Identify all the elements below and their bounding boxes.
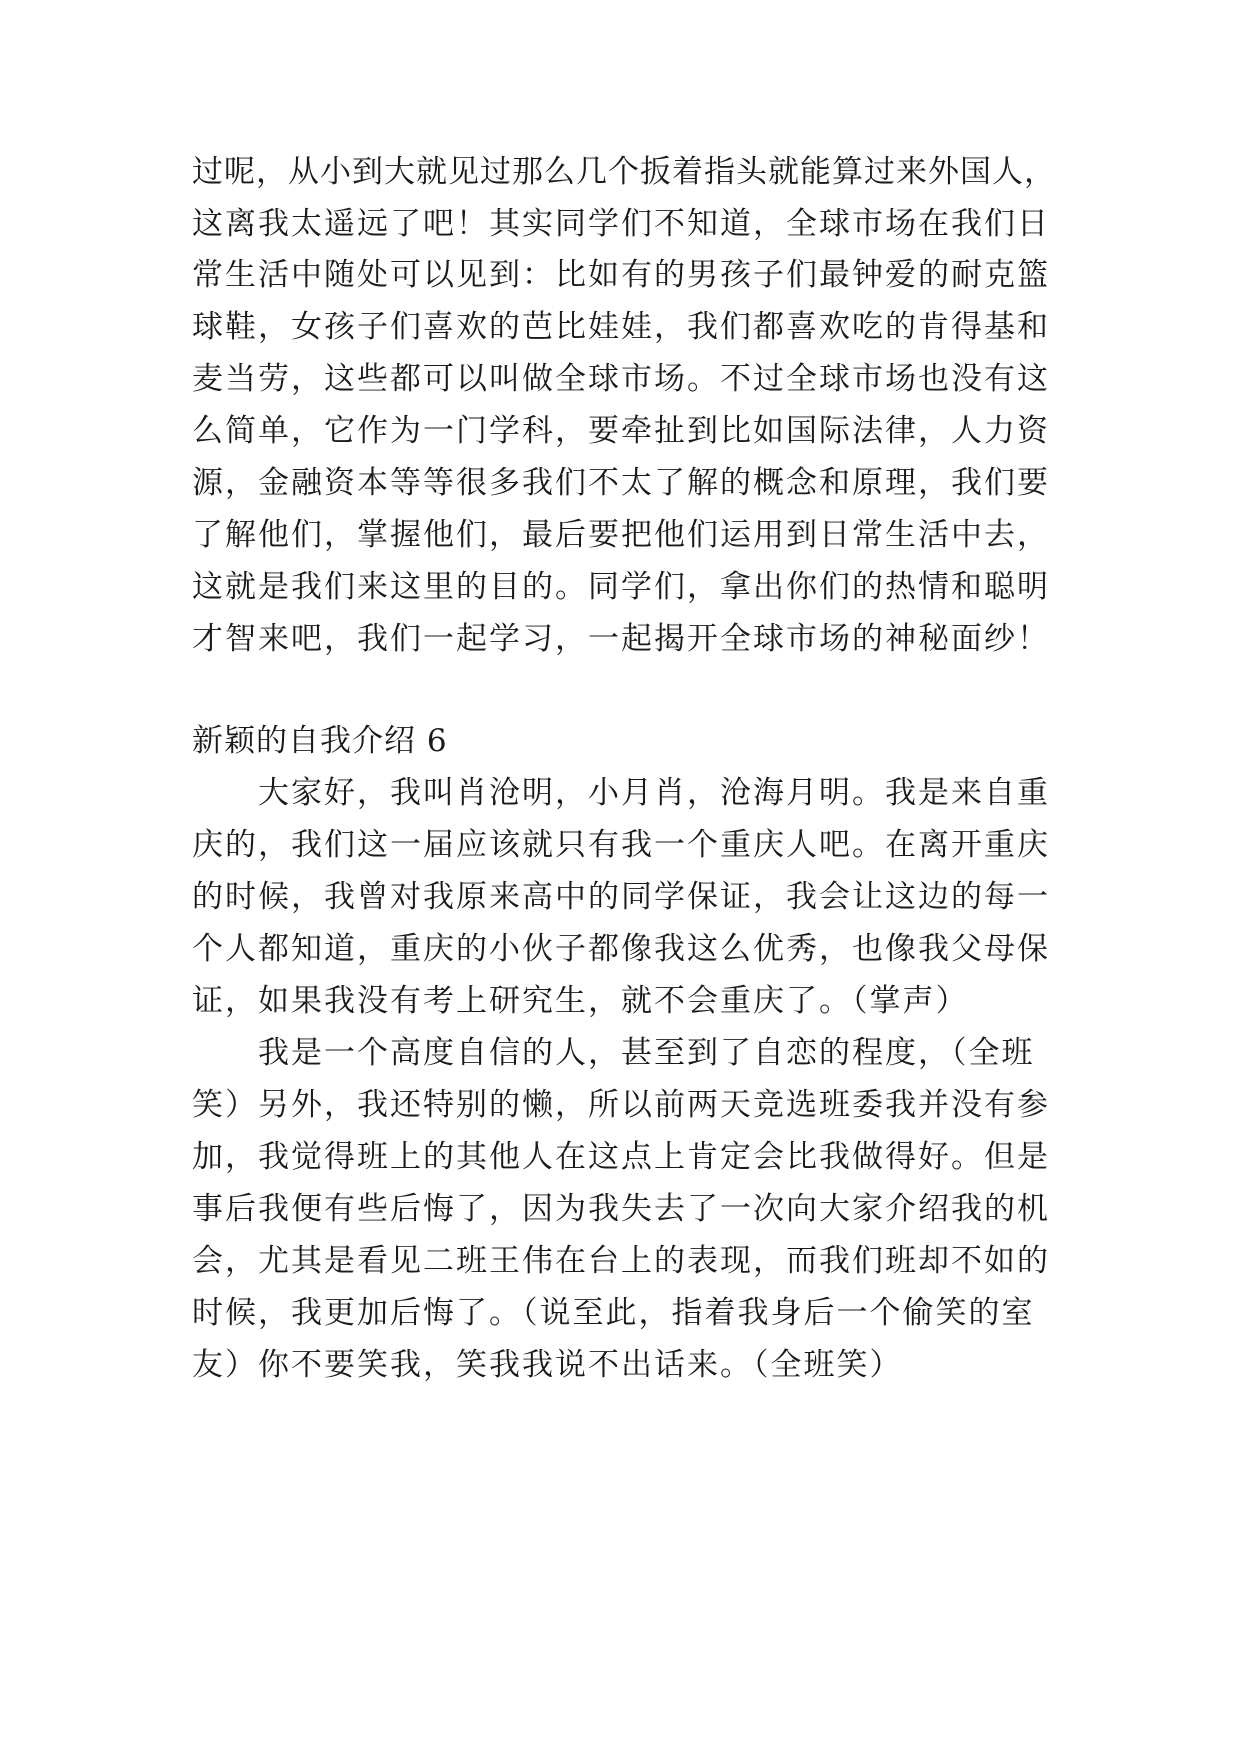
paragraph-line: 了解他们，掌握他们，最后要把他们运用到日常生活中去，	[192, 517, 1050, 553]
paragraph-line: 时候，我更加后悔了。（说至此，指着我身后一个偷笑的室	[192, 1295, 1035, 1331]
paragraph-line: 常生活中随处可以见到：比如有的男孩子们最钟爱的耐克篮	[192, 257, 1050, 293]
paragraph-line: 个人都知道，重庆的小伙子都像我这么优秀，也像我父母保	[192, 931, 1050, 967]
paragraph-line: 才智来吧，我们一起学习，一起揭开全球市场的神秘面纱！	[192, 621, 1050, 657]
section-title: 新颖的自我介绍 6	[192, 723, 448, 759]
paragraph-line: 会，尤其是看见二班王伟在台上的表现，而我们班却不如的	[192, 1243, 1050, 1279]
paragraph-line: 么简单，它作为一门学科，要牵扯到比如国际法律，人力资	[192, 413, 1050, 449]
paragraph-line: 过呢，从小到大就见过那么几个扳着指头就能算过来外国人，	[192, 154, 1056, 190]
paragraph-line: 大家好，我叫肖沧明，小月肖，沧海月明。我是来自重	[192, 775, 1050, 811]
paragraph-line: 的时候，我曾对我原来高中的同学保证，我会让这边的每一	[192, 879, 1050, 915]
paragraph-line: 友）你不要笑我，笑我我说不出话来。（全班笑）	[192, 1347, 903, 1383]
paragraph-line: 事后我便有些后悔了，因为我失去了一次向大家介绍我的机	[192, 1191, 1050, 1227]
paragraph-line: 球鞋，女孩子们喜欢的芭比娃娃，我们都喜欢吃的肯得基和	[192, 309, 1050, 345]
paragraph-line: 这离我太遥远了吧！其实同学们不知道，全球市场在我们日	[192, 206, 1050, 242]
paragraph-line: 我是一个高度自信的人，甚至到了自恋的程度，（全班	[192, 1035, 1035, 1071]
paragraph-line: 证，如果我没有考上研究生，就不会重庆了。（掌声）	[192, 983, 969, 1019]
paragraph-line: 庆的，我们这一届应该就只有我一个重庆人吧。在离开重庆	[192, 827, 1050, 863]
paragraph-line: 麦当劳，这些都可以叫做全球市场。不过全球市场也没有这	[192, 361, 1050, 397]
paragraph-line: 加，我觉得班上的其他人在这点上肯定会比我做得好。但是	[192, 1139, 1050, 1175]
paragraph-line: 这就是我们来这里的目的。同学们，拿出你们的热情和聪明	[192, 569, 1050, 605]
paragraph-line: 源，金融资本等等很多我们不太了解的概念和原理，我们要	[192, 465, 1050, 501]
paragraph-line: 笑）另外，我还特别的懒，所以前两天竞选班委我并没有参	[192, 1087, 1050, 1123]
